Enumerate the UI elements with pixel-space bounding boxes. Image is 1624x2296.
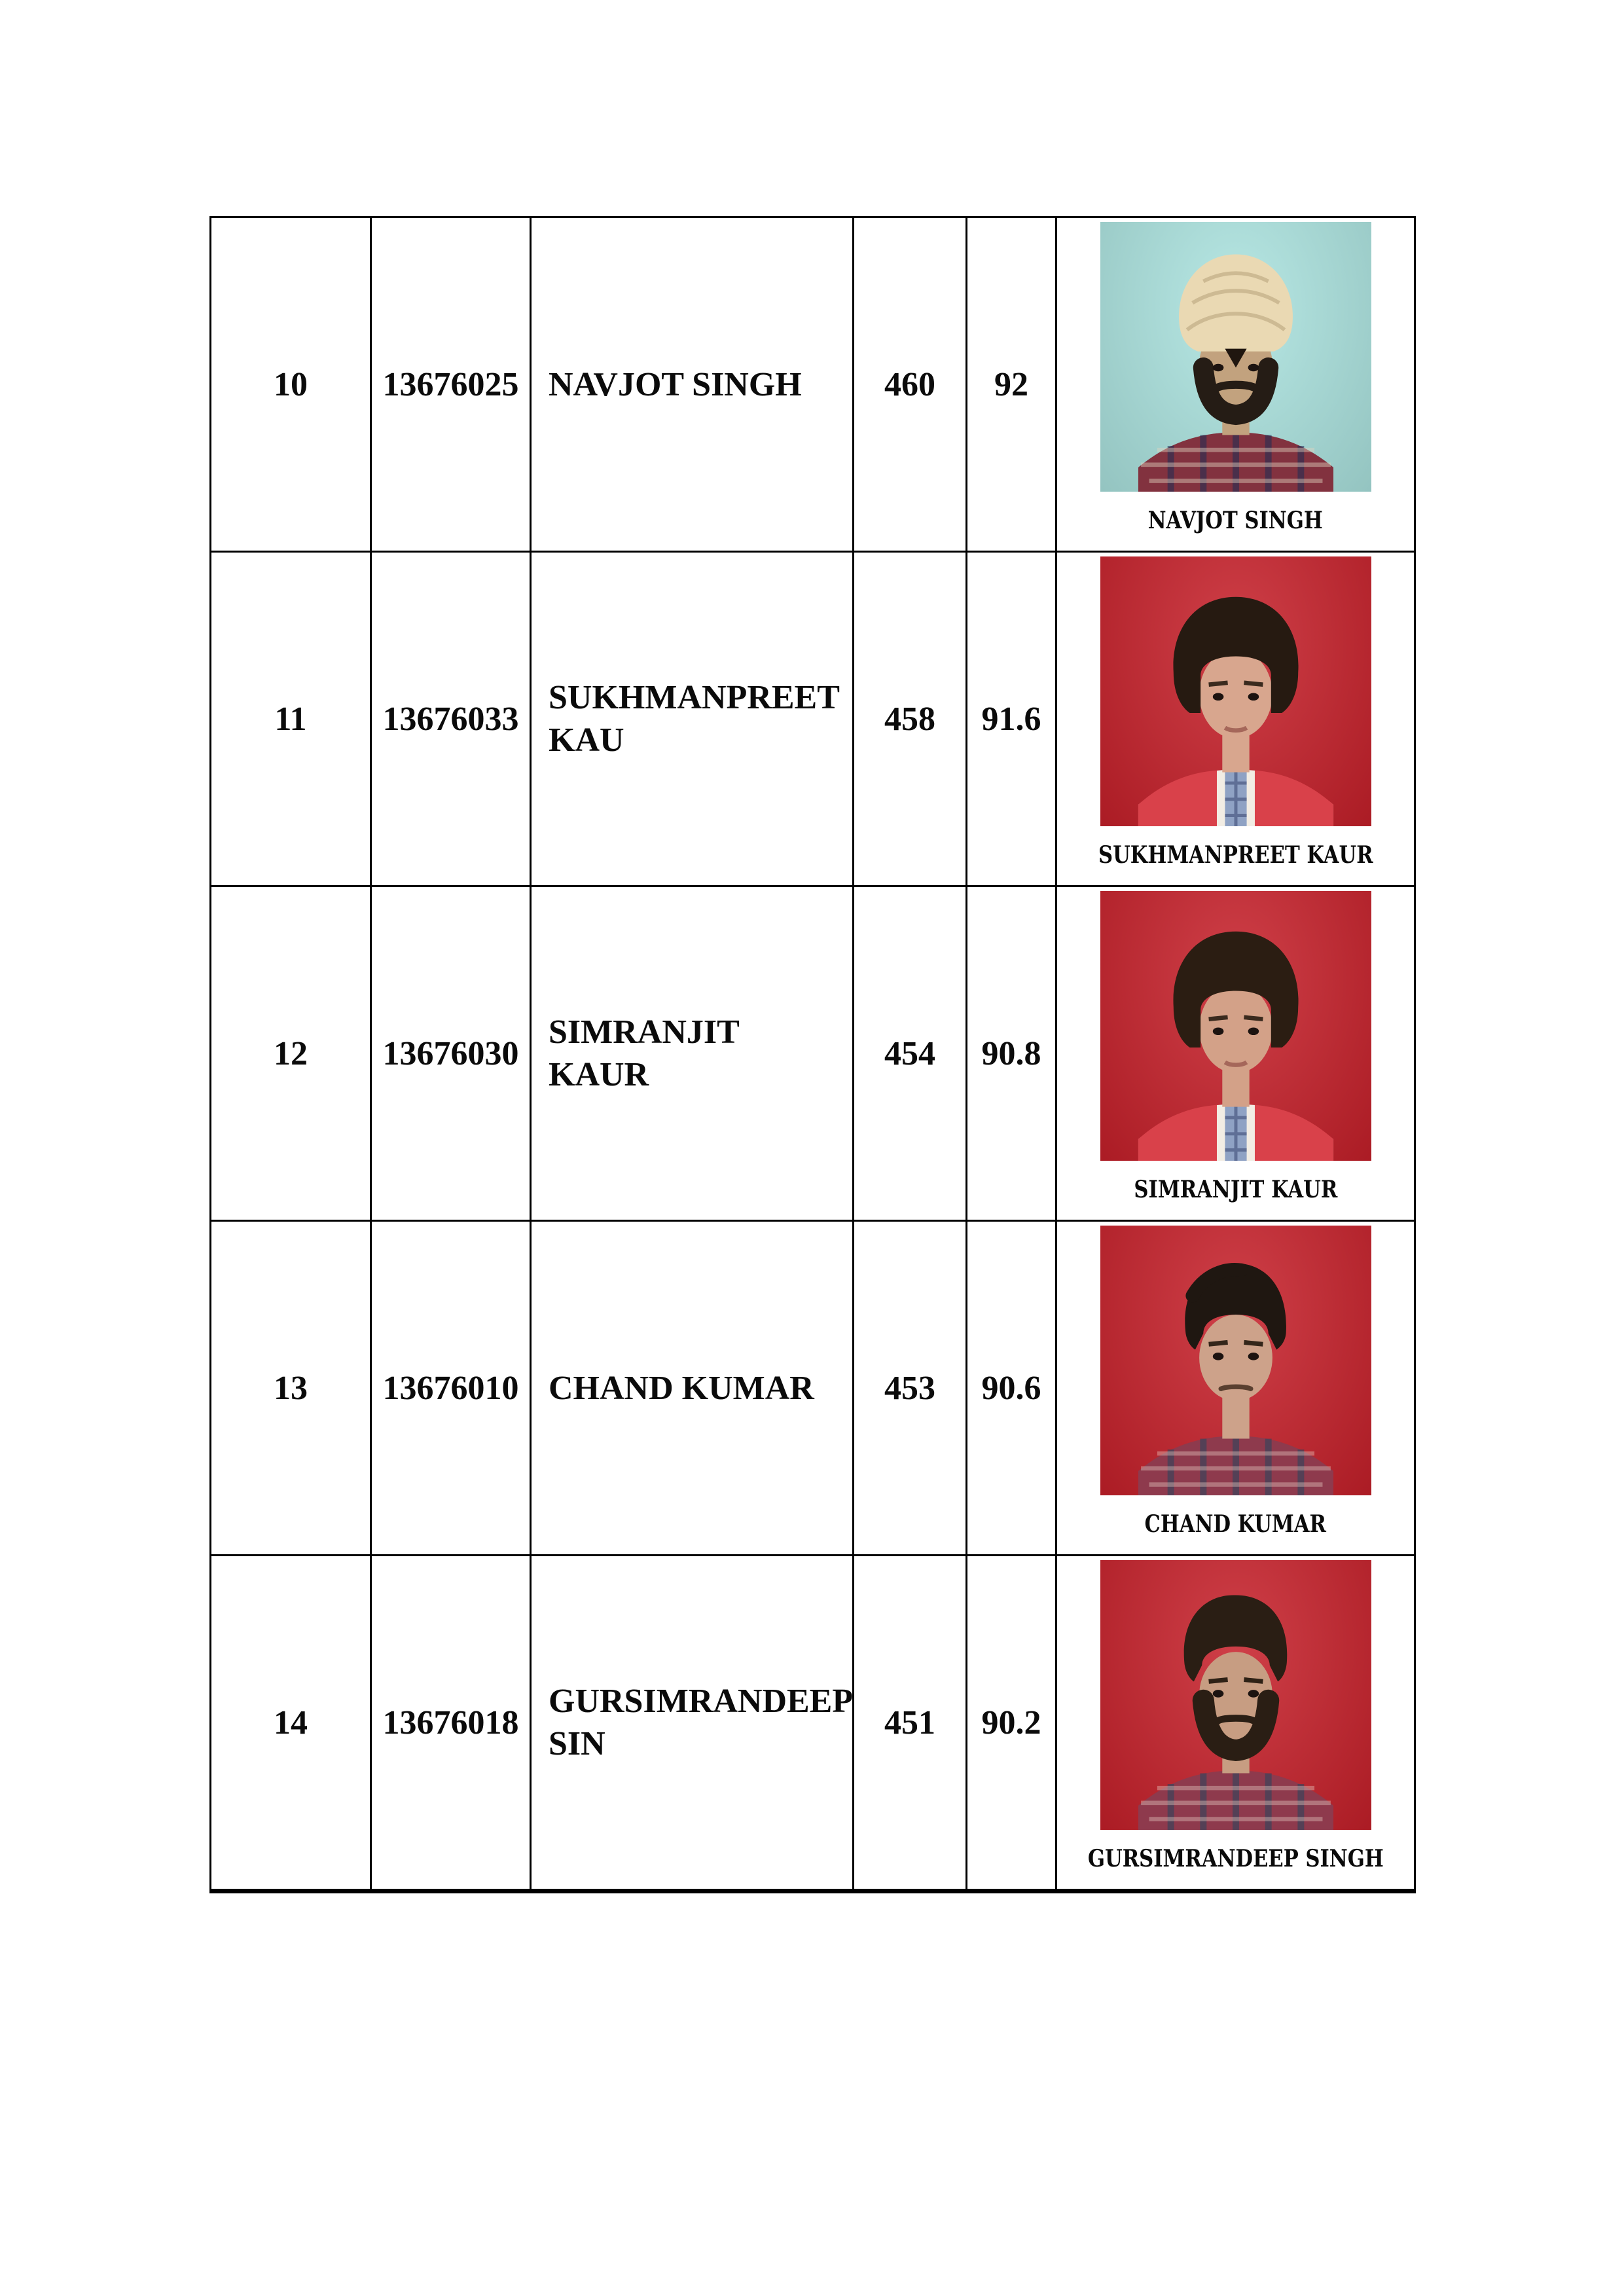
serial-number-cell	[211, 886, 371, 1221]
girl-avatar	[1138, 932, 1333, 1161]
student-name: SIMRANJIT KAUR	[549, 1013, 739, 1093]
student-name: SUKHMANPREET KAU	[549, 679, 839, 759]
marks-cell	[854, 552, 967, 886]
photo-caption: GURSIMRANDEEP SINGH	[1087, 1845, 1384, 1872]
student-avatar-illustration	[1100, 556, 1371, 826]
student-name-cell	[531, 217, 854, 552]
serial-number-cell	[211, 1556, 371, 1891]
percentage-cell	[967, 1556, 1056, 1891]
student-photo	[1100, 1226, 1371, 1495]
serial-number-cell	[211, 217, 371, 552]
roll-number-cell	[371, 1221, 531, 1556]
serial-number: 14	[274, 1704, 308, 1741]
percentage-value: 92	[994, 365, 1028, 403]
student-name: GURSIMRANDEEP SIN	[549, 1683, 852, 1762]
serial-number: 13	[274, 1369, 308, 1407]
student-name-cell	[531, 1556, 854, 1891]
student-photo	[1100, 222, 1371, 492]
percentage-cell	[967, 552, 1056, 886]
marks-cell	[854, 1221, 967, 1556]
marks-cell	[854, 886, 967, 1221]
marks-value: 458	[884, 700, 935, 738]
roll-number: 13676025	[382, 365, 519, 403]
turban-avatar	[1138, 254, 1333, 492]
table-row	[211, 1556, 1415, 1891]
percentage-cell	[967, 886, 1056, 1221]
marks-cell	[854, 217, 967, 552]
photo-cell	[1056, 217, 1415, 552]
results-table-body	[211, 217, 1415, 1891]
photo-cell	[1056, 886, 1415, 1221]
table-row	[211, 1221, 1415, 1556]
marks-cell	[854, 1556, 967, 1891]
student-name: NAVJOT SINGH	[549, 365, 802, 403]
roll-number: 13676033	[382, 700, 519, 738]
percentage-cell	[967, 1221, 1056, 1556]
table-row	[211, 217, 1415, 552]
table-row	[211, 552, 1415, 886]
student-photo	[1100, 556, 1371, 826]
serial-number: 12	[274, 1034, 308, 1072]
serial-number: 10	[274, 365, 308, 403]
percentage-value: 90.2	[981, 1704, 1041, 1741]
roll-number-cell	[371, 552, 531, 886]
girl-avatar	[1138, 597, 1333, 826]
marks-value: 454	[884, 1034, 935, 1072]
roll-number: 13676010	[382, 1369, 519, 1407]
student-photo	[1100, 1560, 1371, 1830]
student-name: CHAND KUMAR	[549, 1369, 814, 1407]
roll-number-cell	[371, 886, 531, 1221]
marks-value: 460	[884, 365, 935, 403]
student-photo	[1100, 891, 1371, 1161]
student-name-cell	[531, 552, 854, 886]
photo-caption: SUKHMANPREET KAUR	[1098, 841, 1373, 869]
photo-cell	[1056, 1221, 1415, 1556]
bearded-boy-avatar	[1138, 1595, 1333, 1830]
photo-cell	[1056, 1556, 1415, 1891]
results-table	[209, 216, 1416, 1893]
roll-number-cell	[371, 1556, 531, 1891]
percentage-value: 91.6	[981, 700, 1041, 738]
marks-value: 453	[884, 1369, 935, 1407]
boy-avatar	[1138, 1264, 1333, 1495]
student-avatar-illustration	[1100, 222, 1371, 492]
percentage-value: 90.6	[981, 1369, 1041, 1407]
student-name-cell	[531, 1221, 854, 1556]
roll-number: 13676018	[382, 1704, 519, 1741]
photo-caption: CHAND KUMAR	[1144, 1510, 1327, 1538]
student-avatar-illustration	[1100, 1226, 1371, 1495]
serial-number-cell	[211, 1221, 371, 1556]
student-name-cell	[531, 886, 854, 1221]
photo-cell	[1056, 552, 1415, 886]
serial-number-cell	[211, 552, 371, 886]
marks-value: 451	[884, 1704, 935, 1741]
percentage-value: 90.8	[981, 1034, 1041, 1072]
student-avatar-illustration	[1100, 891, 1371, 1161]
photo-caption: SIMRANJIT KAUR	[1134, 1176, 1337, 1203]
table-row	[211, 886, 1415, 1221]
roll-number: 13676030	[382, 1034, 519, 1072]
roll-number-cell	[371, 217, 531, 552]
photo-caption: NAVJOT SINGH	[1147, 507, 1324, 534]
serial-number: 11	[274, 700, 307, 738]
student-avatar-illustration	[1100, 1560, 1371, 1830]
percentage-cell	[967, 217, 1056, 552]
